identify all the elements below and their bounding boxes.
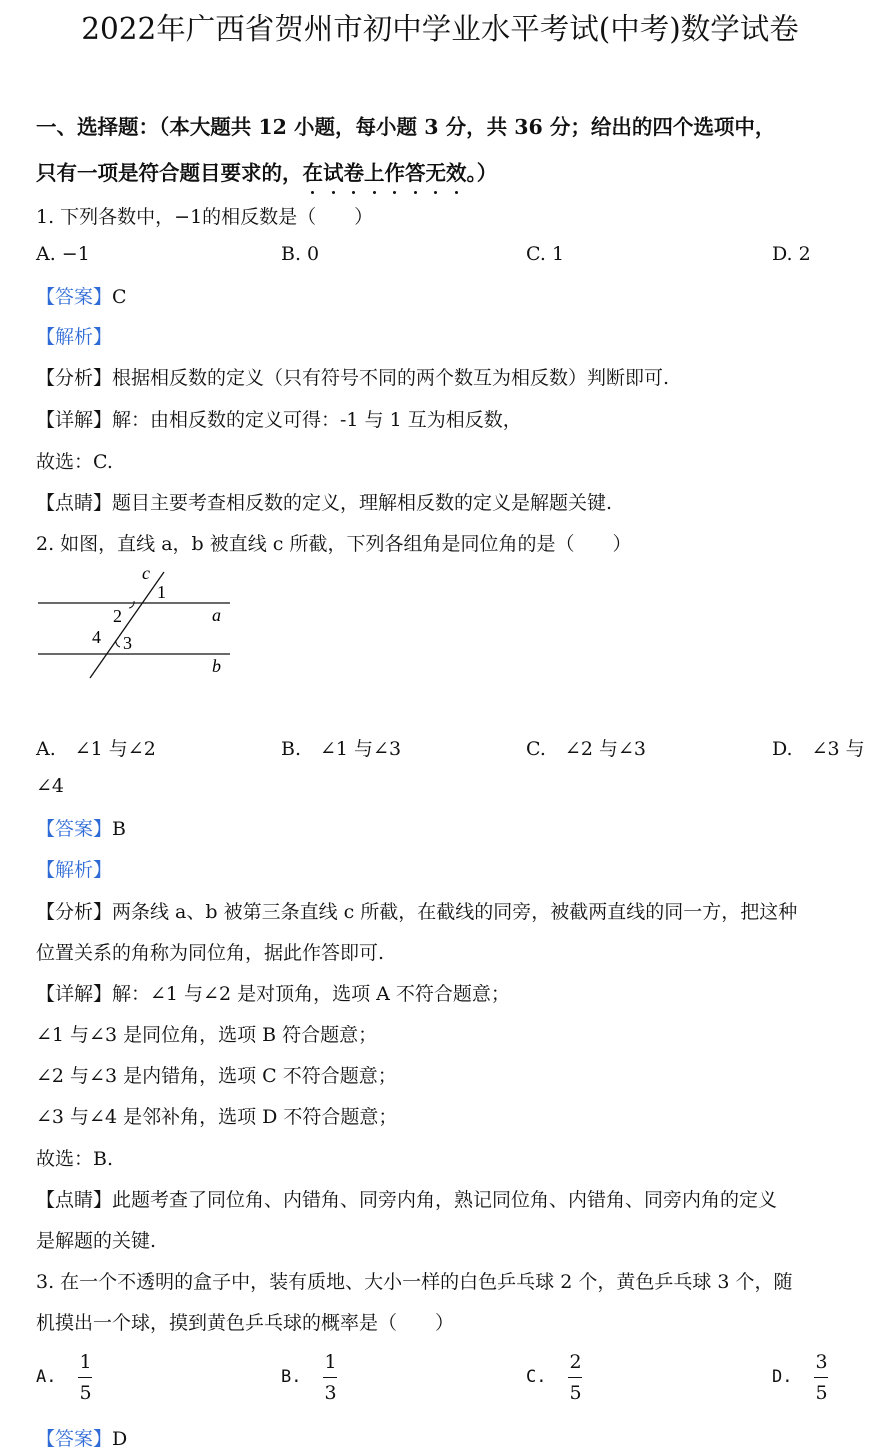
q1-analysis: 【分析】根据相反数的定义（只有符号不同的两个数互为相反数）判断即可. xyxy=(36,367,670,389)
q2-detail-line1: 【详解】解：∠1 与∠2 是对顶角，选项 A 不符合题意； xyxy=(36,983,510,1005)
emph-char: 作 xyxy=(385,156,406,186)
q3-option-d xyxy=(772,1350,828,1405)
denominator: 5 xyxy=(569,1382,582,1404)
q2-choice: 故选：B. xyxy=(36,1148,114,1170)
label-c: c xyxy=(142,563,150,583)
q1-option-d: D. 2 xyxy=(772,243,811,265)
section-heading-line2 xyxy=(36,156,497,186)
label-1: 1 xyxy=(157,582,166,602)
q2-analysis-line1: 【分析】两条线 a、b 被第三条直线 c 所截，在截线的同旁，被截两直线的同一方，把这种 xyxy=(36,901,798,923)
line-c xyxy=(90,572,164,678)
denominator: 5 xyxy=(79,1382,92,1404)
option-label: D. xyxy=(772,1367,793,1387)
fraction-bar xyxy=(78,1377,92,1378)
q1-jiexi-tag: 【解析】 xyxy=(36,326,113,348)
label-b: b xyxy=(212,656,221,676)
fraction-bar xyxy=(323,1377,337,1378)
denominator: 5 xyxy=(815,1382,828,1404)
option-label: B. xyxy=(281,1367,302,1387)
q2-answer xyxy=(36,814,126,841)
section-heading-suffix: 。） xyxy=(466,161,498,185)
numerator: 1 xyxy=(324,1351,337,1373)
q2-comment-line2: 是解题的关键. xyxy=(36,1230,157,1252)
q3-stem-line2: 机摸出一个球，摸到黄色乒乓球的概率是（ ） xyxy=(36,1312,455,1334)
q2-option-d: D. ∠3 与 xyxy=(772,738,865,760)
answer-value: B xyxy=(112,818,126,840)
answer-tag: 【答案】 xyxy=(36,286,113,308)
fraction xyxy=(568,1350,582,1405)
denominator: 3 xyxy=(324,1382,337,1404)
answer-tag: 【答案】 xyxy=(36,1428,113,1450)
label-3: 3 xyxy=(123,633,132,653)
q2-option-c: C. ∠2 与∠3 xyxy=(526,738,646,760)
q1-choice: 故选：C. xyxy=(36,451,113,473)
q1-answer xyxy=(36,282,127,309)
q2-comment-line1: 【点睛】此题考查了同位角、内错角、同旁内角，熟记同位角、内错角、同旁内角的定义 xyxy=(36,1189,778,1211)
fraction xyxy=(814,1350,828,1405)
fraction-bar xyxy=(568,1377,582,1378)
q3-option-b xyxy=(281,1350,337,1405)
q2-detail-line2: ∠1 与∠3 是同位角，选项 B 符合题意； xyxy=(36,1024,378,1046)
q3-stem-line1: 3. 在一个不透明的盒子中，装有质地、大小一样的白色乒乓球 2 个，黄色乒乓球 3 个，随 xyxy=(36,1271,793,1293)
q1-option-b: B. 0 xyxy=(281,243,320,265)
q2-option-b: B. ∠1 与∠3 xyxy=(281,738,402,760)
section-heading-line1: 一、选择题：（本大题共 12 小题，每小题 3 分，共 36 分；给出的四个选项中， xyxy=(36,115,776,139)
q3-answer xyxy=(36,1424,127,1451)
angle-2-arc xyxy=(129,601,134,608)
numerator: 1 xyxy=(79,1351,92,1373)
q2-figure xyxy=(30,560,240,685)
section-heading-prefix: 只有一项是符合题目要求的， xyxy=(36,161,303,185)
emph-char: 在 xyxy=(303,156,324,186)
option-label: C. xyxy=(526,1367,547,1387)
q3-option-a xyxy=(36,1350,92,1405)
emph-char: 效 xyxy=(446,156,467,186)
fraction xyxy=(78,1350,92,1405)
q2-option-a: A. ∠1 与∠2 xyxy=(36,738,156,760)
q1-detail: 【详解】解：由相反数的定义可得：-1 与 1 互为相反数， xyxy=(36,409,522,431)
emph-char: 答 xyxy=(405,156,426,186)
label-4: 4 xyxy=(92,627,101,647)
fraction xyxy=(323,1350,337,1405)
emph-char: 无 xyxy=(426,156,447,186)
answer-tag: 【答案】 xyxy=(36,818,113,840)
q2-detail-line3: ∠2 与∠3 是内错角，选项 C 不符合题意； xyxy=(36,1065,397,1087)
q1-option-a: A. −1 xyxy=(36,243,90,265)
answer-value: C xyxy=(112,286,127,308)
emph-char: 上 xyxy=(364,156,385,186)
numerator: 3 xyxy=(815,1351,828,1373)
numerator: 2 xyxy=(569,1351,582,1373)
q2-analysis-line2: 位置关系的角称为同位角，据此作答即可. xyxy=(36,942,385,964)
answer-value: D xyxy=(112,1428,128,1450)
q2-jiexi-tag: 【解析】 xyxy=(36,859,113,881)
option-label: A. xyxy=(36,1367,57,1387)
q2-option-d-wrap: ∠4 xyxy=(36,775,65,797)
q2-detail-line4: ∠3 与∠4 是邻补角，选项 D 不符合题意； xyxy=(36,1106,398,1128)
label-a: a xyxy=(212,605,221,625)
fraction-bar xyxy=(814,1377,828,1378)
page-title: 2022年广西省贺州市初中学业水平考试(中考)数学试卷 xyxy=(81,12,799,46)
emph-char: 试 xyxy=(323,156,344,186)
q1-option-c: C. 1 xyxy=(526,243,565,265)
q2-stem: 2. 如图，直线 a，b 被直线 c 所截，下列各组角是同位角的是（ ） xyxy=(36,533,632,555)
q3-option-c xyxy=(526,1350,582,1405)
emph-char: 卷 xyxy=(344,156,365,186)
q1-stem: 1. 下列各数中，−1的相反数是（ ） xyxy=(36,206,374,228)
label-2: 2 xyxy=(113,606,122,626)
q1-comment: 【点睛】题目主要考查相反数的定义，理解相反数的定义是解题关键. xyxy=(36,492,613,514)
